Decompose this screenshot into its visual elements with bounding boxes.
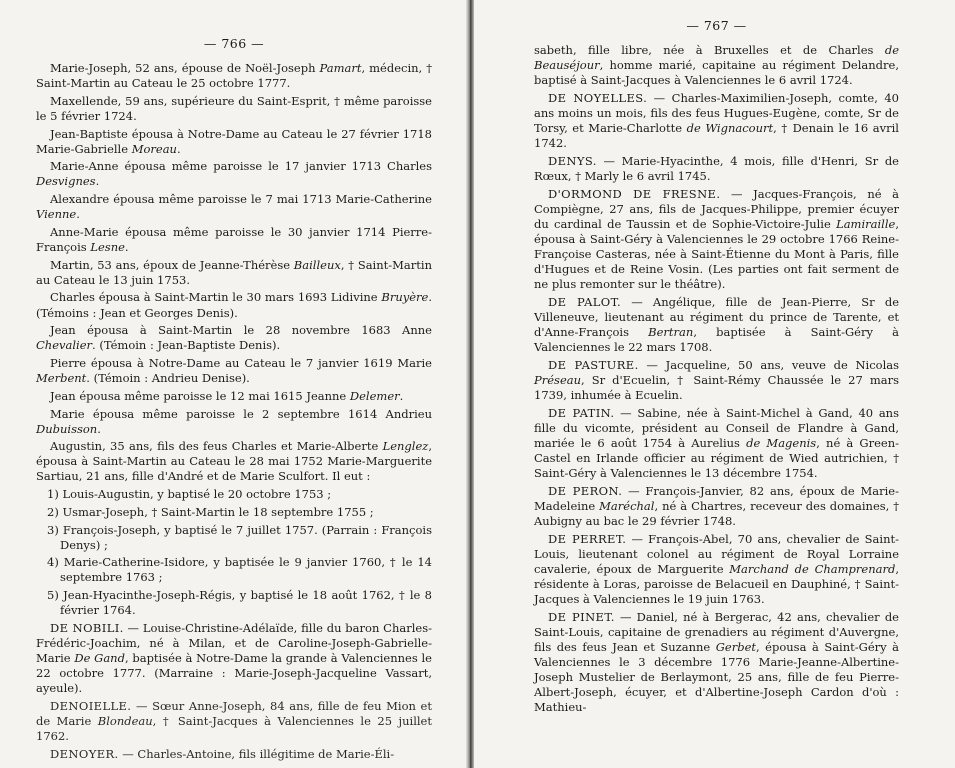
child-entry (36, 555, 432, 585)
entry-text: . (97, 421, 101, 436)
entry-text: . (95, 174, 100, 189)
entry-text: — Louise-Christine-Adélaïde, fille du baron Charles-Frédéric-Joachim, né à Milan, et de Caroline-Joseph-Gabrielle-Marie (36, 620, 432, 666)
register-entry (534, 154, 899, 184)
entry-text: Anne-Marie épousa même paroisse le 30 janvier 1714 Pierre-François (36, 224, 432, 254)
entry-italic-name: Pamart (319, 61, 362, 75)
child-text: 3) François-Joseph, y baptisé le 7 juillet 1757. (Parrain : François Denys) ; (47, 522, 432, 552)
register-entry (36, 621, 432, 696)
register-entry (36, 61, 432, 91)
child-text: 4) Marie-Catherine-Isidore, y baptisée le 9 janvier 1760, † le 14 septembre 1763 ; (47, 555, 432, 585)
entry-text: Augustin, 35 ans, fils des feus Charles et Marie-Alberte (50, 439, 383, 454)
entry-surname: DENYS. (548, 153, 597, 168)
register-entry (534, 91, 899, 151)
entry-surname: DE PERON. (548, 483, 623, 498)
entry-text: Marie-Joseph, 52 ans, épouse de Noël-Joseph (50, 61, 320, 75)
entry-surname: DE PINET. (548, 609, 615, 624)
register-entry (36, 747, 432, 762)
entry-text: Alexandre épousa même paroisse le 7 mai 1713 Marie-Catherine (50, 192, 432, 207)
entry-text: Pierre épousa à Notre-Dame au Cateau le 7 janvier 1619 Marie (50, 356, 432, 371)
entry-italic-name: de Beauséjour (534, 43, 899, 73)
register-entry (36, 159, 432, 189)
entry-text: , baptisée à Notre-Dame la grande à Valenciennes le 22 octobre 1777. (Marraine : Marie-Joseph-Jacqueline Vassart, ayeule). (36, 651, 432, 696)
entry-text: — Jacques-François, né à Compiègne, 27 ans, fils de Jacques-Philippe, premier écuyer du cardinal de Taussin et de Sophie-Victoire-Julie (534, 186, 899, 231)
register-entry (36, 389, 432, 404)
entry-text: , † Denain le 16 avril 1742. (534, 121, 899, 151)
entry-text: , né à Chartres, receveur des domaines, † Aubigny au bac le 29 février 1748. (534, 498, 900, 528)
register-entry (36, 192, 432, 222)
entry-text: — Daniel, né à Bergerac, 42 ans, chevalier de Saint-Louis, capitaine de grenadiers au régiment d'Auvergne, fils des feus Jean et Suzanne (534, 609, 899, 654)
register-entry (36, 407, 432, 437)
entry-surname: DE NOBILI. (50, 620, 124, 635)
entry-text: . (176, 141, 181, 156)
page-number-left: — 766 — (203, 36, 265, 51)
register-entry (534, 358, 899, 403)
entry-italic-name: Delemer (349, 388, 400, 403)
entry-surname: DE NOYELLES. (548, 90, 648, 105)
entry-text: Jean-Baptiste épousa à Notre-Dame au Cateau le 27 février 1718 Marie-Gabrielle (36, 126, 432, 156)
entry-text: , résidente à Loras, paroisse de Belacueil en Dauphiné, † Saint-Jacques à Valenciennes le 19 juin 1763. (534, 561, 899, 607)
entry-italic-name: Vienne (36, 207, 77, 222)
entry-text: , épousa à Saint-Géry à Valenciennes le 29 octobre 1766 Reine-Françoise Casteras, née à Saint-Étienne du Mont à Paris, fille d'Hugues et de Reine Vosin. (Les parties ont fait serment de ne plus remonter sur le théâtre). (534, 216, 899, 292)
entry-italic-name: Maréchal (599, 498, 655, 513)
entry-text: Jean épousa même paroisse le 12 mai 1615 Jeanne (50, 388, 350, 403)
entry-surname: DE PASTURE. (548, 357, 639, 372)
entry-text: , † Saint-Martin au Cateau le 13 juin 1753. (36, 257, 432, 287)
child-text: 5) Jean-Hyacinthe-Joseph-Régis, y baptisé le 18 août 1762, † le 8 février 1764. (47, 588, 432, 618)
register-entry (534, 187, 899, 293)
entry-text: . (Témoins : Jean et Georges Denis). (36, 290, 432, 320)
entry-italic-name: Préseau (534, 372, 582, 387)
entry-italic-name: de Magenis (746, 435, 817, 450)
child-text: 1) Louis-Augustin, y baptisé le 20 octobre 1753 ; (47, 487, 332, 502)
entry-text: Charles épousa à Saint-Martin le 30 mars 1693 Lidivine (50, 290, 382, 305)
entry-text: Marie-Anne épousa même paroisse le 17 janvier 1713 Charles (50, 159, 432, 174)
entry-italic-name: Blondeau (97, 714, 153, 729)
entry-text: — Marie-Hyacinthe, 4 mois, fille d'Henri, Sr de Rœux, † Marly le 6 avril 1745. (534, 153, 899, 183)
right-page (482, 0, 955, 768)
entry-italic-name: Dubuisson (36, 421, 98, 436)
left-page (0, 0, 470, 768)
entry-text: , né à Green-Castel en Irlande officier au régiment de Wied autrichien, † Saint-Géry à Valenciennes le 13 décembre 1754. (534, 435, 900, 481)
register-entry (534, 295, 899, 355)
entry-text: — François-Janvier, 82 ans, époux de Marie-Madeleine (534, 483, 899, 513)
register-entry (534, 532, 899, 607)
entry-text: , † Saint-Jacques à Valenciennes le 25 juillet 1762. (36, 714, 432, 744)
entry-text: — Charles-Antoine, fils illégitime de Marie-Éli- (118, 746, 395, 761)
entry-text: sabeth, fille libre, née à Bruxelles et de Charles (534, 43, 885, 57)
entry-italic-name: Merbent (36, 371, 87, 386)
entry-surname: DENOIELLE. (50, 698, 132, 713)
child-entry (36, 523, 432, 553)
page-number-right: — 767 — (686, 18, 747, 33)
entry-italic-name: Bailleux (293, 257, 341, 272)
register-entry (36, 356, 432, 386)
entry-surname: DE PERRET. (548, 531, 627, 546)
entry-italic-name: de Wignacourt (686, 121, 774, 136)
entry-text: . (124, 240, 129, 254)
entry-text: — Angélique, fille de Jean-Pierre, Sr de Villeneuve, lieutenant au régiment du prince de Tarente, et d'Anne-François (534, 294, 899, 340)
entry-text: . (Témoin : Andrieu Denise). (86, 371, 250, 386)
entry-text: — Jacqueline, 50 ans, veuve de Nicolas (638, 357, 900, 372)
register-entry (36, 225, 432, 255)
child-entry (36, 588, 432, 618)
register-entry (36, 258, 432, 288)
book-gutter (466, 0, 474, 768)
entry-italic-name: Bruyère (381, 290, 429, 305)
entry-italic-name: Bertran (648, 325, 694, 340)
child-entry (36, 505, 432, 520)
entry-italic-name: Moreau (131, 141, 177, 156)
entry-text: — Charles-Maximilien-Joseph, comte, 40 ans moins un mois, fils des feus Hugues-Eugène, comte, Sr de Torsy, et Marie-Charlotte (534, 90, 899, 136)
register-entry (36, 290, 432, 320)
register-entry (36, 127, 432, 157)
register-entry (36, 439, 432, 484)
entry-text: . (399, 388, 404, 403)
entry-surname: DE PATIN. (548, 405, 615, 420)
entry-text: , baptisée à Saint-Géry à Valenciennes le 22 mars 1708. (534, 325, 899, 355)
entry-surname: DENOYER. (50, 746, 119, 761)
entry-text: — Sœur Anne-Joseph, 84 ans, fille de feu Mion et de Marie (36, 698, 432, 729)
entry-italic-name: Lesne (90, 240, 125, 254)
entry-italic-name: De Gand (74, 651, 125, 666)
entry-text: Maxellende, 59 ans, supérieure du Saint-Esprit, † même paroisse le 5 février 1724. (36, 93, 432, 123)
entry-text: Martin, 53 ans, époux de Jeanne-Thérèse (50, 257, 294, 272)
right-entries (534, 43, 899, 715)
register-entry (534, 406, 899, 481)
entry-text: , épousa à Saint-Martin au Cateau le 28 mai 1752 Marie-Marguerite Sartiau, 21 ans, fille d'André et de Marie Sculfort. Il eut : (36, 439, 432, 484)
entry-italic-name: Marchand de Champrenard (729, 561, 896, 576)
entry-italic-name: Lenglez (382, 439, 429, 454)
entry-italic-name: Lamiraille (836, 216, 896, 231)
entry-italic-name: Chevalier (36, 338, 93, 353)
register-entry (534, 610, 899, 716)
left-entries (36, 61, 432, 762)
register-entry (36, 699, 432, 744)
entry-text: , épousa à Saint-Géry à Valenciennes le 3 décembre 1776 Marie-Jeanne-Albertine-Joseph Mustelier de Berlaymont, 25 ans, fille de feu Pierre-Albert-Joseph, écuyer, et d'Albertine-Joseph Cardon d'où : Mathieu- (534, 639, 900, 715)
entry-text: , Sr d'Ecuelin, † Saint-Rémy Chaussée le 27 mars 1739, inhumée à Ecuelin. (534, 372, 899, 403)
entry-text: . (76, 207, 80, 222)
child-entry (36, 487, 432, 502)
register-entry (36, 94, 432, 124)
entry-text: , médecin, † Saint-Martin au Cateau le 25 octobre 1777. (36, 61, 432, 91)
register-entry (534, 484, 899, 529)
entry-text: Marie épousa même paroisse le 2 septembre 1614 Andrieu (50, 406, 432, 421)
entry-text: . (Témoin : Jean-Baptiste Denis). (92, 338, 281, 353)
entry-text: Jean épousa à Saint-Martin le 28 novembre 1683 Anne (50, 323, 432, 338)
entry-text: — Sabine, née à Saint-Michel à Gand, 40 ans fille du vicomte, président au Conseil de Flandre à Gand, mariée le 6 août 1754 à Aurelius (534, 405, 899, 450)
entry-text: — François-Abel, 70 ans, chevalier de Saint-Louis, lieutenant colonel au régiment de Royal Lorraine cavalerie, époux de Marguerite (534, 531, 899, 576)
entry-surname: DE PALOT. (548, 294, 622, 309)
child-text: 2) Usmar-Joseph, † Saint-Martin le 18 septembre 1755 ; (47, 504, 374, 519)
register-entry (534, 43, 899, 88)
register-entry (36, 323, 432, 353)
entry-italic-name: Desvignes (36, 174, 96, 189)
entry-text: , homme marié, capitaine au régiment Delandre, baptisé à Saint-Jacques à Valenciennes le 6 avril 1724. (534, 58, 899, 88)
entry-italic-name: Gerbet (715, 639, 756, 654)
entry-surname: D'ORMOND DE FRESNE. (548, 186, 721, 201)
